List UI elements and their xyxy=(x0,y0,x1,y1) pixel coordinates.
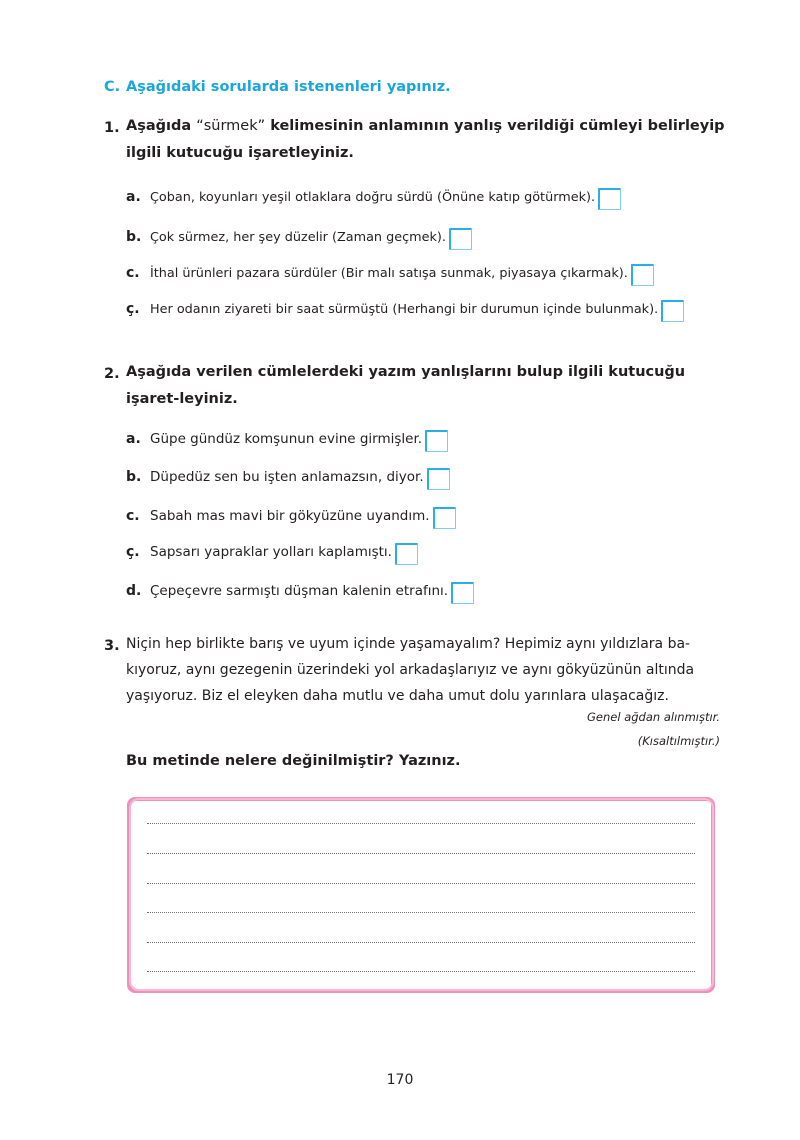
option-label: b. xyxy=(126,229,142,245)
option-text: Çoban, koyunları yeşil otlaklara doğru sürdü (Önüne katıp götürmek). xyxy=(150,189,596,205)
question-2-option-c xyxy=(126,505,456,527)
option-text: Düpedüz sen bu işten anlamazsın, diyor. xyxy=(150,469,424,485)
question-1-option-c xyxy=(126,262,654,284)
question-2-option-d xyxy=(126,580,474,602)
writing-line[interactable] xyxy=(147,883,695,884)
answer-checkbox[interactable] xyxy=(449,228,472,250)
section-heading xyxy=(104,79,451,95)
option-label: d. xyxy=(126,583,142,599)
option-text: Sapsarı yapraklar yolları kaplamıştı. xyxy=(150,544,392,560)
question-1-number: 1. xyxy=(104,120,120,136)
option-text: Her odanın ziyareti bir saat sürmüştü (Herhangi bir durumun içinde bulunmak). xyxy=(150,301,659,317)
option-label: a. xyxy=(126,189,141,205)
option-label: c. xyxy=(126,265,140,281)
answer-area-outline xyxy=(129,798,714,991)
question-1-option-b xyxy=(126,226,472,248)
question-2-text: Aşağıda verilen cümlelerdeki yazım yanlışlarını bulup ilgili kutucuğu işaret-leyiniz. xyxy=(126,364,686,407)
option-label: a. xyxy=(126,431,141,447)
answer-area[interactable] xyxy=(127,797,715,993)
option-label: c. xyxy=(126,508,140,524)
section-title-text: Aşağıdaki sorularda istenenleri yapınız. xyxy=(126,79,451,95)
option-text: Çepeçevre sarmıştı düşman kalenin etrafını. xyxy=(150,583,449,599)
option-label: ç. xyxy=(126,301,140,317)
answer-checkbox[interactable] xyxy=(433,507,456,529)
answer-checkbox[interactable] xyxy=(661,300,684,322)
answer-checkbox[interactable] xyxy=(598,188,621,210)
option-text: İthal ürünleri pazara sürdüler (Bir malı satışa sunmak, piyasaya çıkarmak). xyxy=(150,265,628,281)
answer-checkbox[interactable] xyxy=(425,430,448,452)
question-3-passage: Niçin hep birlikte barış ve uyum içinde yaşamayalım? Hepimiz aynı yıldızlara ba-kıyoruz, aynı gezegenin üzerindeki yol arkadaşlarıyız ve aynı gökyüzünün altında yaşıyoruz. Biz el eleyken daha mutlu ve daha umut dolu yarınlara ulaşacağız. xyxy=(126,636,695,704)
question-1-post: kelimesinin anlamının yanlış verildiği cümleyi belirleyip ilgili kutucuğu işaretleyiniz. xyxy=(126,118,725,161)
question-3-prompt: Bu metinde nelere değinilmiştir? Yazınız. xyxy=(126,753,461,769)
writing-line[interactable] xyxy=(147,942,695,943)
question-2-number: 2. xyxy=(104,366,120,382)
option-text: Çok sürmez, her şey düzelir (Zaman geçmek). xyxy=(150,229,446,245)
option-text: Güpe gündüz komşunun evine girmişler. xyxy=(150,431,423,447)
question-2-option-a xyxy=(126,428,448,450)
option-label: ç. xyxy=(126,544,140,560)
question-2-option-cc xyxy=(126,541,418,563)
answer-checkbox[interactable] xyxy=(395,543,418,565)
answer-checkbox[interactable] xyxy=(451,582,474,604)
question-1-option-a xyxy=(126,186,621,208)
option-text: Sabah mas mavi bir gökyüzüne uyandım. xyxy=(150,508,430,524)
question-1-word: “sürmek” xyxy=(196,118,266,134)
page-number: 170 xyxy=(386,1072,414,1088)
answer-checkbox[interactable] xyxy=(631,264,654,286)
answer-checkbox[interactable] xyxy=(427,468,450,490)
question-1-pre: Aşağıda xyxy=(126,118,192,134)
question-3-number: 3. xyxy=(104,638,120,654)
abridged-note: (Kısaltılmıştır.) xyxy=(637,734,720,748)
question-2-option-b xyxy=(126,466,450,488)
section-letter: C. xyxy=(104,79,121,95)
writing-line[interactable] xyxy=(147,853,695,854)
question-1-text xyxy=(126,113,726,167)
question-1-option-cc xyxy=(126,298,684,320)
writing-line[interactable] xyxy=(147,823,695,824)
source-credit: Genel ağdan alınmıştır. xyxy=(587,710,720,724)
option-label: b. xyxy=(126,469,142,485)
writing-line[interactable] xyxy=(147,971,695,972)
writing-line[interactable] xyxy=(147,912,695,913)
